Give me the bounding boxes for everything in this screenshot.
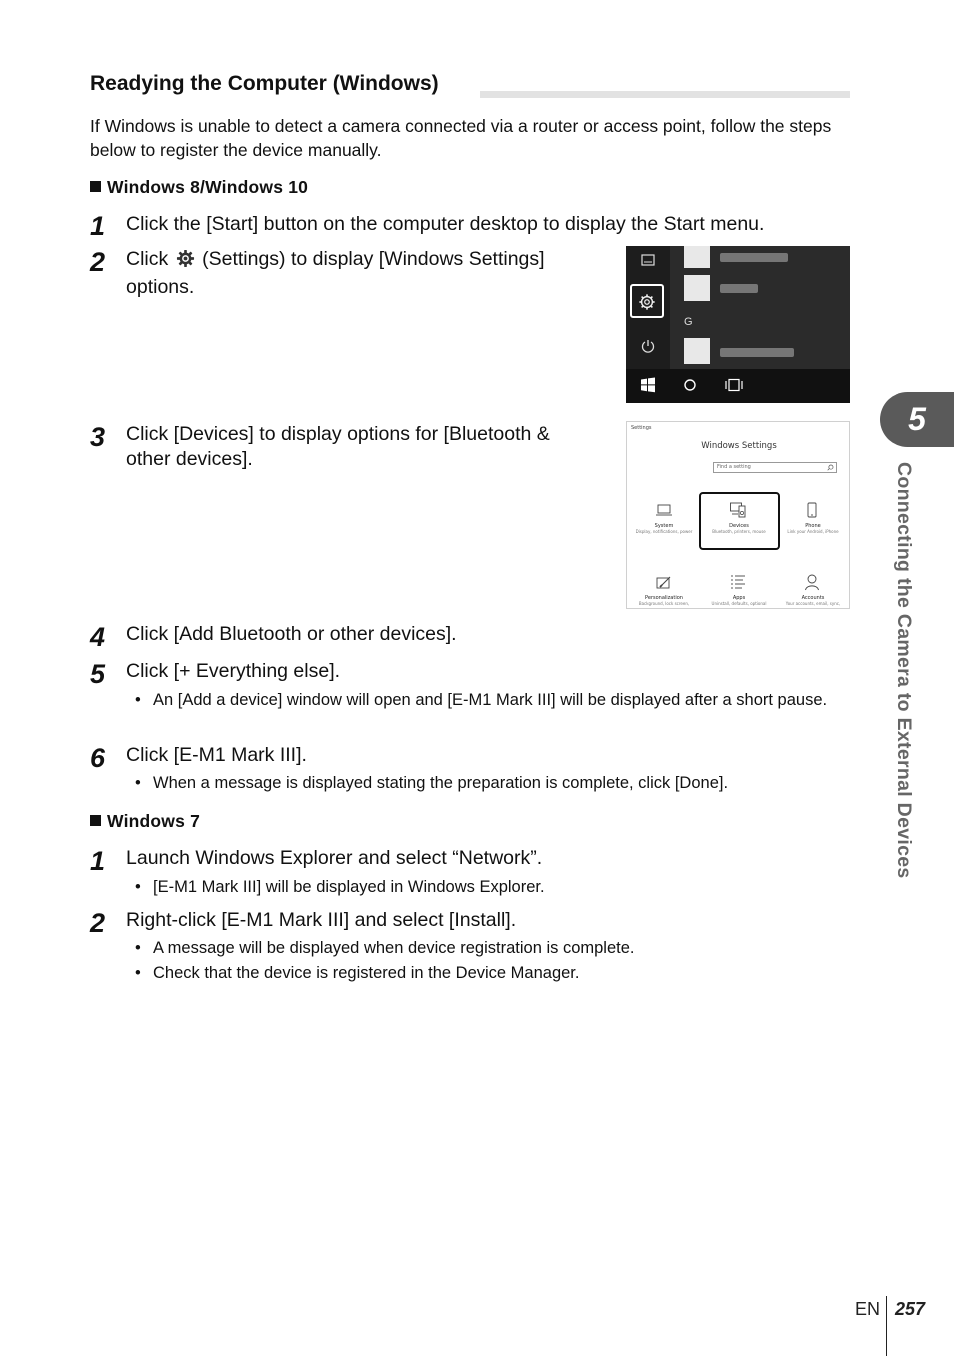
start-menu-screenshot	[626, 246, 850, 403]
step-text: Click (Settings) to display [Windows Settings] options.	[126, 248, 545, 298]
bullet-note: • When a message is displayed stating the preparation is complete, click [Done].	[127, 772, 853, 794]
apps-icon	[729, 574, 747, 590]
step-number: 4	[90, 622, 106, 652]
subheading-windows-10: Windows 8/Windows 10	[90, 177, 308, 198]
step-number: 2	[90, 908, 106, 938]
bullet-note: • [E-M1 Mark III] will be displayed in Windows Explorer.	[127, 876, 853, 898]
settings-gear-icon	[176, 249, 195, 275]
find-setting-input: Find a setting	[713, 462, 837, 473]
footer-language: EN	[855, 1299, 881, 1319]
step-text: Launch Windows Explorer and select “Network”.	[126, 847, 543, 869]
task-view-icon	[724, 378, 744, 392]
cortana-circle-icon	[683, 378, 697, 392]
intro-paragraph: If Windows is unable to detect a camera connected via a router or access point, follow the steps below to register the device manually.	[90, 116, 832, 160]
windows-settings-screenshot	[626, 421, 850, 609]
settings-item-system: System Display, notifications, power	[635, 523, 693, 534]
settings-item-phone: Phone Link your Android, iPhone	[787, 523, 839, 534]
settings-item-personalization: Personalization Background, lock screen,	[638, 595, 690, 606]
step-number: 5	[90, 659, 106, 689]
settings-gear-icon	[638, 293, 656, 311]
documents-icon	[640, 252, 656, 268]
chapter-side-title: Connecting the Camera to External Devices	[893, 462, 915, 879]
footer-divider	[886, 1296, 887, 1356]
laptop-icon	[655, 503, 673, 517]
square-bullet-icon	[90, 181, 101, 192]
settings-item-accounts: Accounts Your accounts, email, sync,	[785, 595, 841, 606]
devices-icon	[729, 501, 747, 519]
bullet-note: • An [Add a device] window will open and [E-M1 Mark III] will be displayed after a short pause.	[127, 689, 845, 711]
settings-item-apps: Apps Uninstall, defaults, optional	[711, 595, 767, 606]
page-number: 257	[895, 1299, 926, 1319]
accounts-person-icon	[804, 573, 820, 591]
step-text: Right-click [E-M1 Mark III] and select [Install].	[126, 909, 517, 931]
bullet-note: • A message will be displayed when device registration is complete.	[127, 937, 853, 959]
windows-logo-icon	[640, 377, 656, 393]
step-text: Click [Devices] to display options for [Bluetooth & other devices].	[126, 423, 550, 470]
step-number: 2	[90, 247, 106, 277]
step-number: 1	[90, 846, 106, 876]
square-bullet-icon	[90, 815, 101, 826]
chapter-side-title-wrap	[892, 462, 922, 962]
step-number: 3	[90, 422, 106, 452]
step-text: Click the [Start] button on the computer desktop to display the Start menu.	[126, 213, 765, 235]
subheading-windows-7: Windows 7	[90, 811, 200, 832]
windows-settings-title: Windows Settings	[701, 441, 777, 451]
step-number: 6	[90, 743, 106, 773]
search-icon	[827, 464, 834, 471]
settings-item-devices: Devices Bluetooth, printers, mouse	[712, 523, 766, 534]
power-icon	[640, 338, 656, 354]
step-number: 1	[90, 211, 106, 241]
step-text: Click [+ Everything else].	[126, 660, 341, 682]
title-underline-bar	[480, 91, 850, 98]
phone-icon	[806, 502, 818, 518]
section-title: Readying the Computer (Windows)	[90, 72, 439, 95]
personalization-icon	[655, 575, 673, 591]
bullet-note: • Check that the device is registered in the Device Manager.	[127, 962, 853, 984]
step-text: Click [E-M1 Mark III].	[126, 744, 307, 766]
step-text: Click [Add Bluetooth or other devices].	[126, 623, 457, 645]
settings-titlebar: Settings	[631, 425, 652, 431]
app-list-letter: G	[684, 316, 693, 328]
chapter-number: 5	[908, 401, 926, 437]
